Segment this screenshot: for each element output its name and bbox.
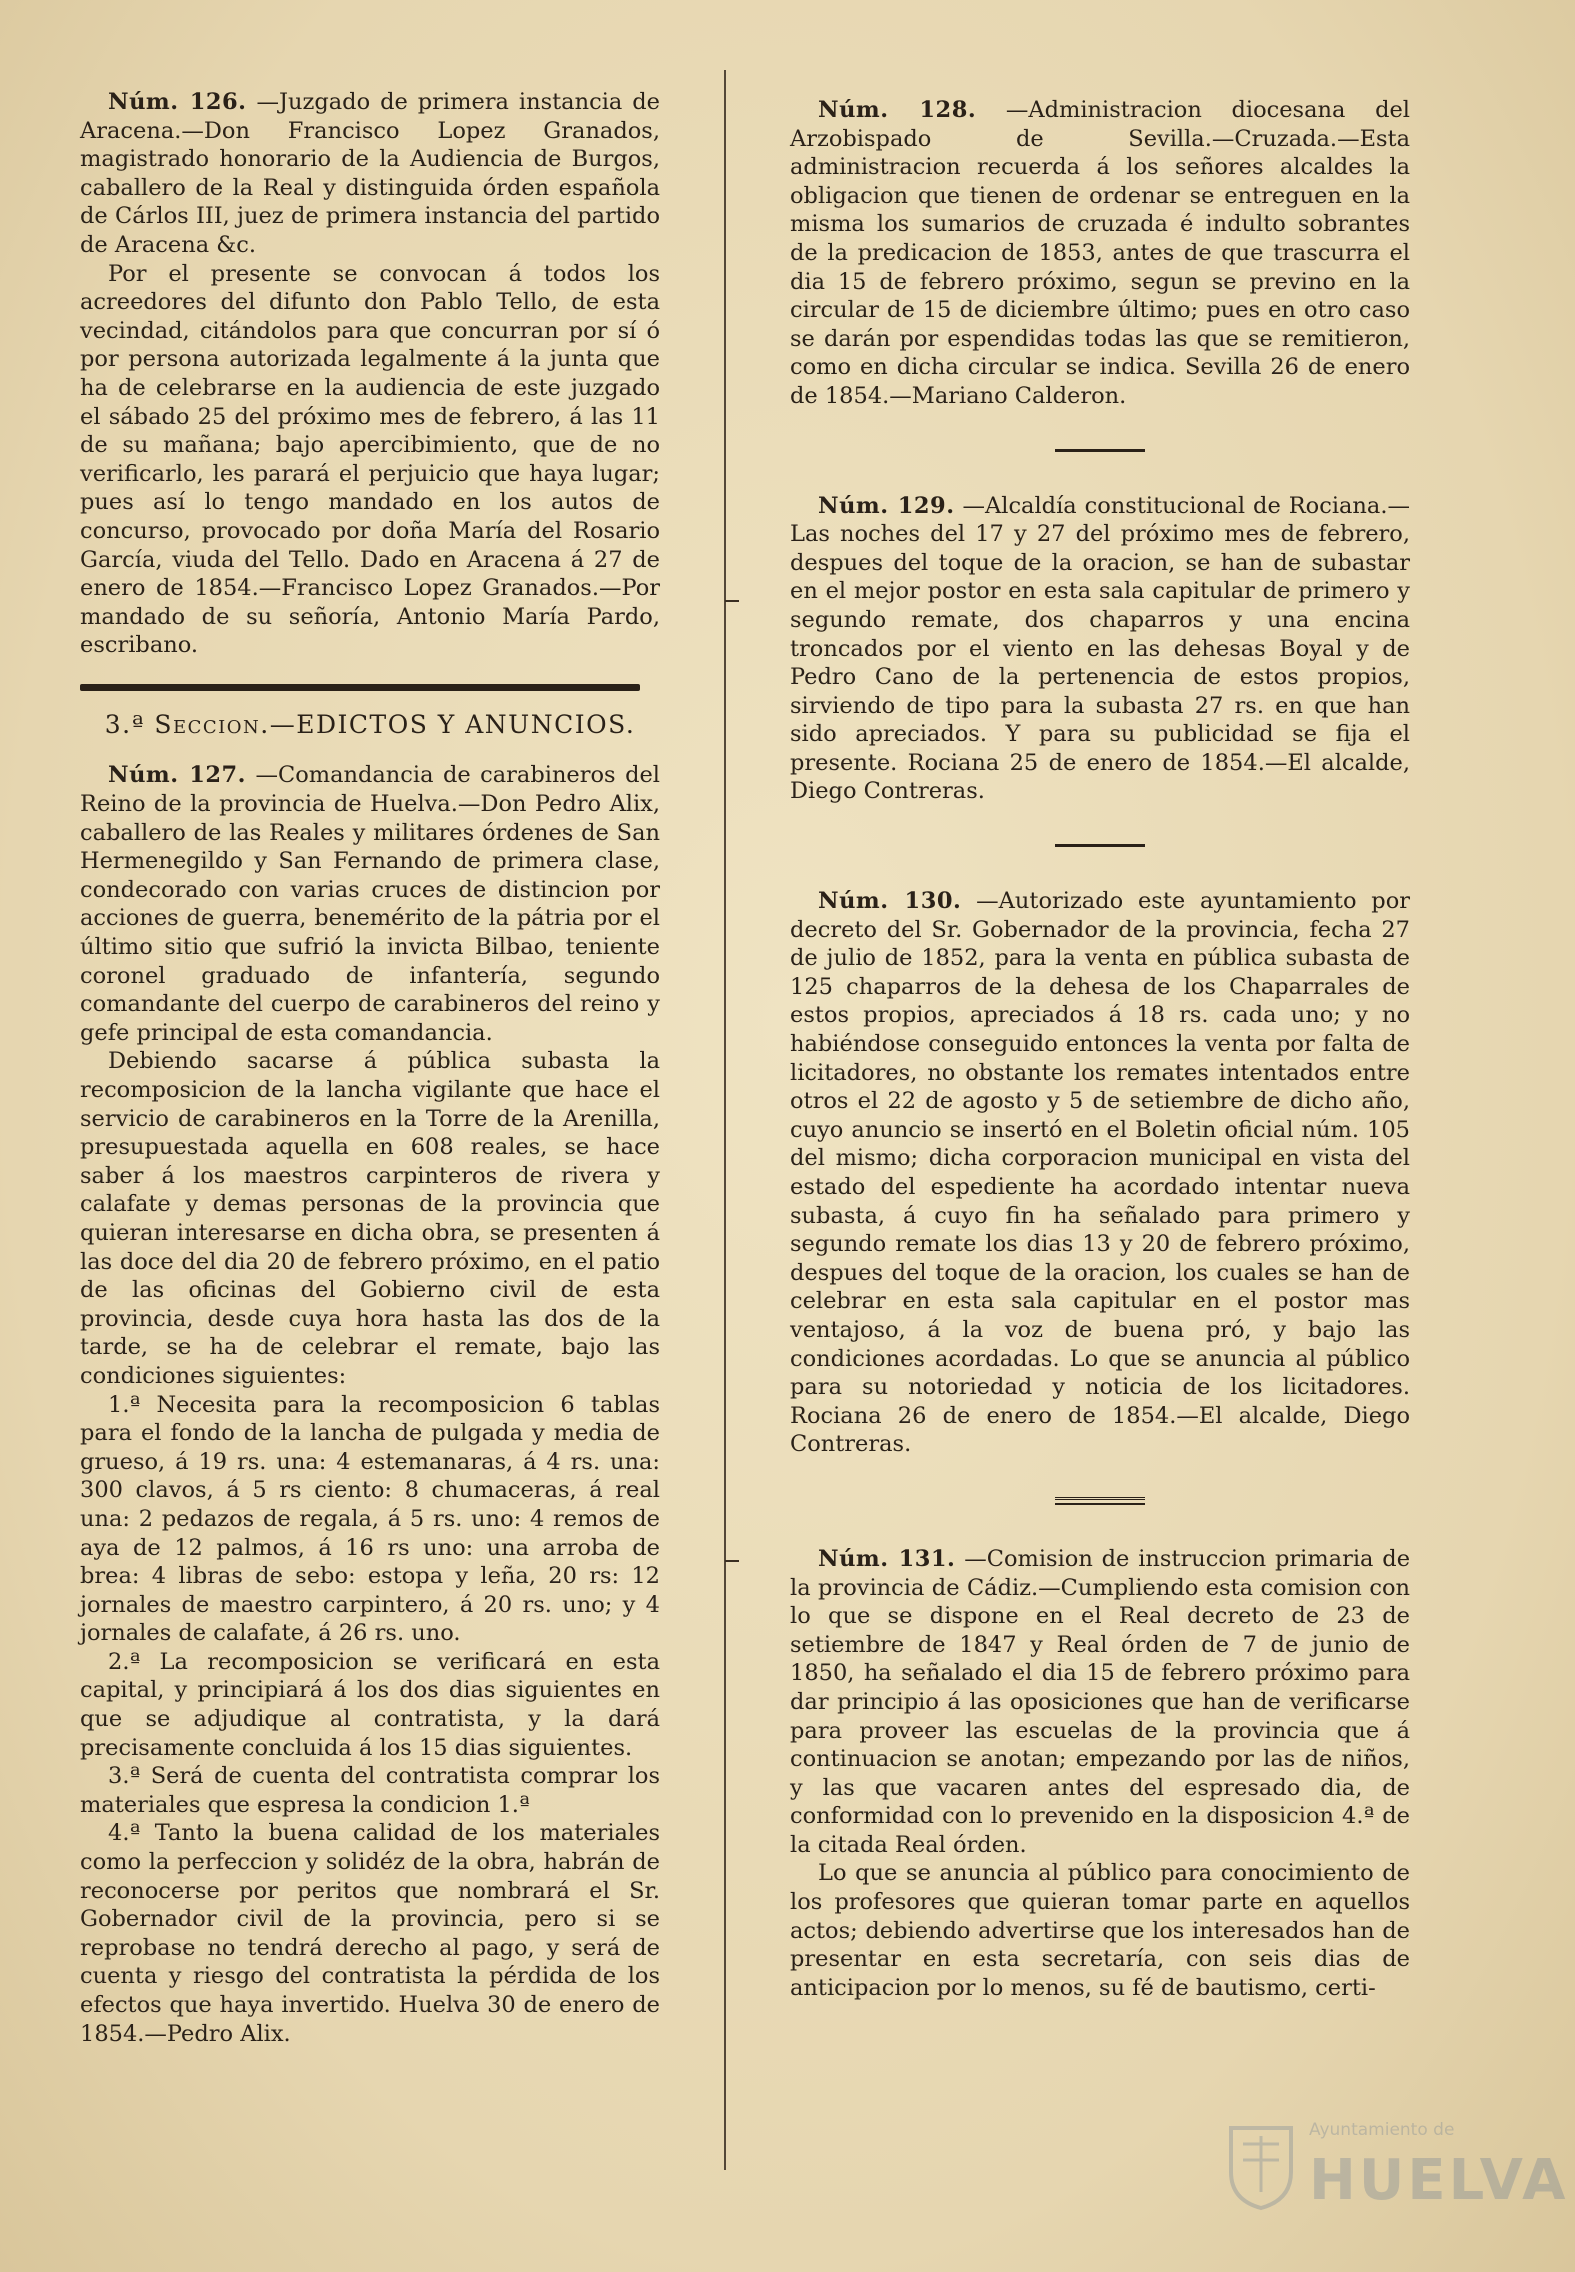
- notice-131: [790, 1545, 1410, 1860]
- column-tick-mark: [725, 1560, 739, 1562]
- section-divider-rule: [80, 684, 640, 691]
- notice-127-condition-2: 2.ª La recomposicion se verificará en esta capital, y principiará á los dos dias siguientes en que se adjudique al contratista, y la dará precisamente concluida á los 15 dias siguientes.: [80, 1648, 660, 1761]
- notice-127-number: Núm. 127.: [108, 762, 247, 789]
- notice-127-heading: [80, 761, 660, 1047]
- notice-129-text: —Alcaldía constitucional de Rociana.—Las noches del 17 y 27 del próximo mes de febrero, despues del toque de la oracion, se han de subastar en el mejor postor en esta sala capitular de primero y segundo remate, dos chaparros y una encina troncados por el viento en las dehesas Boyal y de Pedro Cano de la pertenencia de estos propios, sirviendo de tipo para la subasta 27 rs. en que han sido apreciados. Y para su publicidad se fija el presente. Rociana 25 de enero de 1854.—El alcalde, Diego Contreras.: [790, 492, 1410, 805]
- left-column: [80, 88, 660, 2048]
- notice-129-number: Núm. 129.: [818, 492, 955, 519]
- column-separator-rule: [724, 70, 726, 2170]
- watermark-big-text: HUELVA: [1309, 2148, 1569, 2213]
- notice-128: [790, 96, 1410, 411]
- column-tick-mark: [725, 600, 739, 602]
- notice-divider: [1055, 449, 1145, 452]
- notice-130: [790, 887, 1410, 1459]
- notice-130-number: Núm. 130.: [818, 888, 962, 915]
- right-column: [790, 96, 1410, 2002]
- notice-127-heading-text: —Comandancia de carabineros del Reino de la provincia de Huelva.—Don Pedro Alix, caballero de las Reales y militares órdenes de San Hermenegildo y San Fernando de primera clase, condecorado con varias cruces de distincion por acciones de guerra, benemérito de la pátria por el último sitio que sufrió la invicta Bilbao, teniente coronel graduado de infantería, segundo comandante del cuerpo de carabineros del reino y gefe principal de esta comandancia.: [80, 762, 660, 1046]
- notice-126-heading-text: —Juzgado de primera instancia de Aracena.—Don Francisco Lopez Granados, magistrado honorario de la Audiencia de Burgos, caballero de la Real y distinguida órden española de Cárlos III, juez de primera instancia del partido de Aracena &c.: [80, 89, 660, 258]
- section-title: 3.ª Seccion.—EDICTOS Y ANUNCIOS.: [104, 709, 636, 739]
- notice-127-condition-4: 4.ª Tanto la buena calidad de los materiales como la perfeccion y solidéz de la obra, habrán de reconocerse por peritos que nombrará el Sr. Gobernador civil de la provincia, pero si se reprobase no tendrá derecho al pago, y será de cuenta y riesgo del contratista la pérdida de los efectos que haya invertido. Huelva 30 de enero de 1854.—Pedro Alix.: [80, 1820, 660, 2047]
- notice-131-text: —Comision de instruccion primaria de la provincia de Cádiz.—Cumpliendo esta comision con lo que se dispone en el Real decreto de 23 de setiembre de 1847 y Real órden de 7 de junio de 1850, ha señalado el dia 15 de febrero próximo para dar principio á las oposiciones que han de verificarse para proveer las escuelas de la provincia que á continuacion se anotan; empezando por las de niños, y las que vacaren antes del espresado dia, de conformidad con lo prevenido en la disposicion 4.ª de la citada Real órden.: [790, 1545, 1411, 1858]
- notice-126-body: Por el presente se convocan á todos los acreedores del difunto don Pablo Tello, de esta vecindad, citándolos para que concurran por sí ó por persona autorizada legalmente á la junta que ha de celebrarse en la audiencia de este juzgado el sábado 25 del próximo mes de febrero, á las 11 de su mañana; bajo apercibimiento, que de no verificarlo, les parará el perjuicio que haya lugar; pues así lo tengo mandado en los autos de concurso, provocado por doña María del Rosario García, viuda del Tello. Dado en Aracena á 27 de enero de 1854.—Francisco Lopez Granados.—Por mandado de su señoría, Antonio María Pardo, escribano.: [80, 260, 660, 659]
- archive-watermark: [1225, 2112, 1569, 2222]
- notice-divider: [1055, 844, 1145, 847]
- notice-131-number: Núm. 131.: [818, 1545, 956, 1572]
- notice-127-condition-3: 3.ª Será de cuenta del contratista comprar los materiales que espresa la condicion 1.ª: [80, 1763, 660, 1818]
- notice-128-number: Núm. 128.: [818, 97, 977, 123]
- notice-126-heading: [80, 88, 660, 260]
- notice-130-text: —Autorizado este ayuntamiento por decreto del Sr. Gobernador de la provincia, fecha 27 de julio de 1852, para la venta en pública subasta de 125 chaparros de la dehesa de los Chaparrales de estos propios, apreciados á 18 rs. cada uno; y no habiéndose conseguido entonces la venta por falta de licitadores, no obstante los remates intentados entre otros el 22 de agosto y 5 de setiembre de dicho año, cuyo anuncio se insertó en el Boletin oficial núm. 105 del mismo; dicha corporacion municipal en vista del estado del espediente ha acordado intentar nueva subasta, á cuyo fin ha señalado para primero y segundo remate los dias 13 y 20 de febrero próximo, despues del toque de la oracion, los cuales se han de celebrar en esta sala capitular en el postor mas ventajoso, á la voz de buena pró, y bajo las condiciones acordadas. Lo que se anuncia al público para su notoriedad y noticia de los licitadores. Rociana 26 de enero de 1854.—El alcalde, Diego Contreras.: [790, 888, 1410, 1458]
- watermark-small-text: Ayuntamiento de: [1309, 2120, 1455, 2140]
- notice-127-intro: Debiendo sacarse á pública subasta la recomposicion de la lancha vigilante que hace el servicio de carabineros en la Torre de la Arenilla, presupuestada aquella en 608 reales, se hace saber á los maestros carpinteros de rivera y calafate y demas personas de la provincia que quieran interesarse en dicha obra, se presenten á las doce del dia 20 de febrero próximo, en el patio de las oficinas del Gobierno civil de esta provincia, desde cuya hora hasta las dos de la tarde, se ha de celebrar el remate, bajo las condiciones siguientes:: [80, 1048, 660, 1389]
- notice-129: [790, 492, 1410, 807]
- notice-131-text-2: Lo que se anuncia al público para conocimiento de los profesores que quieran tomar parte en aquellos actos; debiendo advertirse que los interesados han de presentar en esta secretaría, con seis dias de anticipacion por lo menos, su fé de bautismo, certi-: [790, 1860, 1410, 2001]
- notice-128-text: —Administracion diocesana del Arzobispado de Sevilla.—Cruzada.—Esta administracion recuerda á los señores alcaldes la obligacion que tienen de ordenar se entreguen en la misma los sumarios de cruzada é indulto sobrantes de la predicacion de 1853, antes de que trascurra el dia 15 de febrero próximo, segun se previno en la circular de 15 de diciembre último; pues en otro caso se darán por espendidas todas las que se remitieron, como en dicha circular se indica. Sevilla 26 de enero de 1854.—Mariano Calderon.: [790, 97, 1410, 409]
- notice-126-number: Núm. 126.: [108, 89, 247, 115]
- notice-127-condition-1: 1.ª Necesita para la recomposicion 6 tablas para el fondo de la lancha de pulgada y media de grueso, á 19 rs. una: 4 estemanaras, á 4 rs. una: 300 clavos, á 5 rs ciento: 8 chumaceras, á real una: 2 pedazos de regala, á 5 rs. uno: 4 remos de aya de 12 palmos, á 16 rs uno: una arroba de brea: 4 libras de sebo: estopa y leña, 20 rs: 12 jornales de maestro carpintero, á 20 rs. uno; y 4 jornales de calafate, á 26 rs. uno.: [80, 1391, 660, 1647]
- coat-of-arms-icon: [1225, 2122, 1297, 2212]
- notice-divider-double: [1055, 1497, 1145, 1505]
